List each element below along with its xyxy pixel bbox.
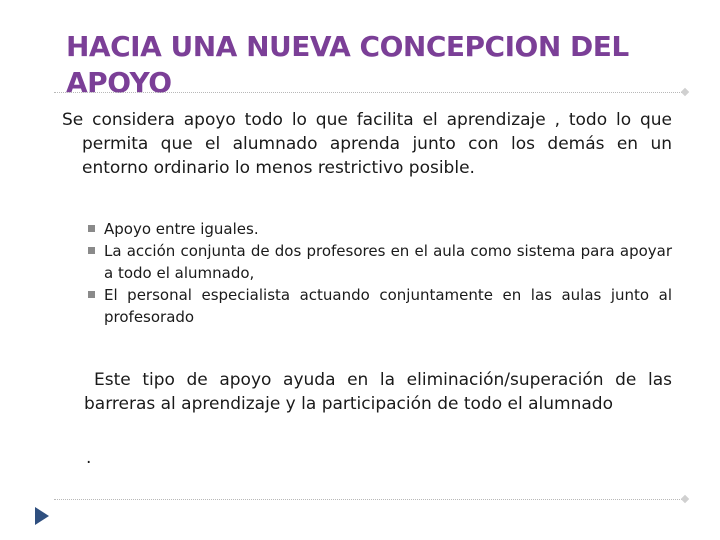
- bullet-item-iguales: [88, 218, 672, 240]
- intro-paragraph: Se considera apoyo todo lo que facilita el aprendizaje , todo lo que permita que el alumnado aprenda junto con los demás en un entorno ordinario lo menos restrictivo posible.: [62, 110, 672, 178]
- bottom-divider: [54, 499, 686, 500]
- top-divider: [54, 92, 686, 93]
- bullet-list: [88, 218, 672, 328]
- slide-title: HACIA UNA NUEVA CONCEPCION DEL APOYO: [66, 29, 629, 99]
- square-bullet-icon: [88, 291, 95, 298]
- bullet-text: Apoyo entre iguales.: [104, 220, 259, 238]
- square-bullet-icon: [88, 225, 95, 232]
- bullet-text: El personal especialista actuando conjuntamente en las aulas junto al profesorado: [104, 286, 672, 326]
- closing-dot: .: [86, 448, 92, 468]
- bottom-divider-diamond: [681, 495, 689, 503]
- bullet-text: La acción conjunta de dos profesores en el aula como sistema para apoyar a todo el alumnado,: [104, 242, 672, 282]
- closing-text: Este tipo de apoyo ayuda en la eliminación/superación de las barreras al aprendizaje y la participación de todo el alumnado: [84, 370, 672, 414]
- bullet-item-accion-conjunta: [88, 240, 672, 284]
- closing-paragraph: [84, 368, 672, 416]
- square-bullet-icon: [88, 247, 95, 254]
- next-arrow-icon[interactable]: [34, 506, 50, 526]
- bullet-item-personal-especialista: [88, 284, 672, 328]
